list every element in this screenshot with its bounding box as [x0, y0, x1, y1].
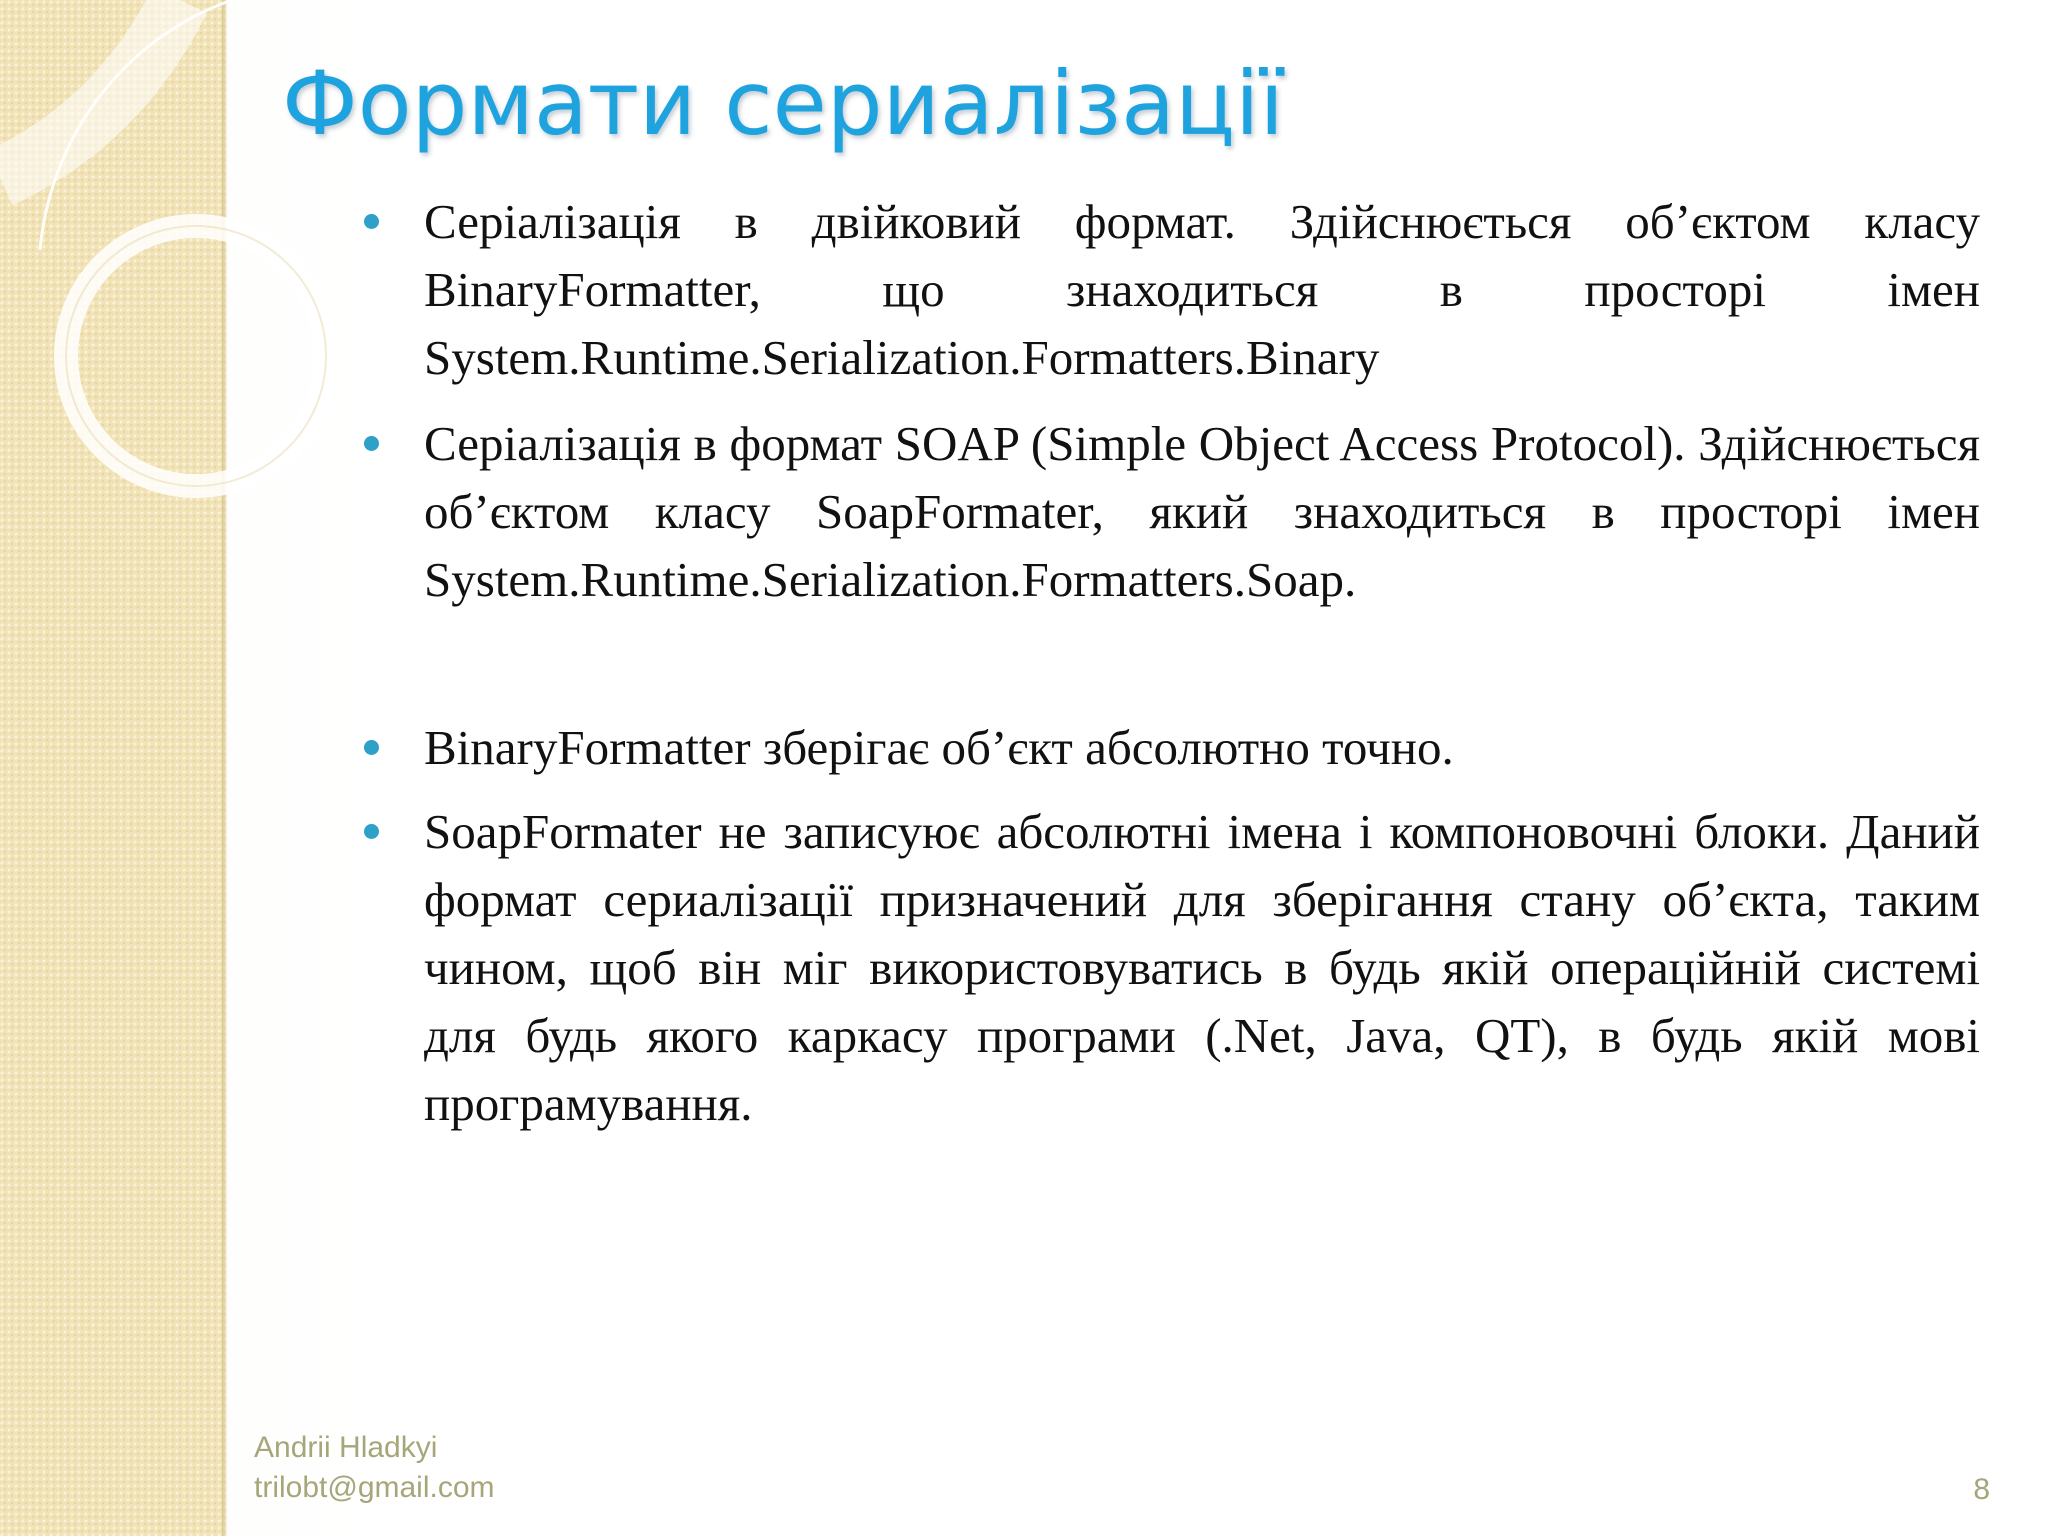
bullet-text: BinaryFormatter зберігає об’єкт абсолютно точно. [424, 720, 1454, 775]
slide-title: Формати сериалізації [282, 52, 1284, 155]
decorative-side-panel [0, 0, 226, 1536]
bullet-dot-icon [364, 214, 379, 229]
bullet-dot-icon [364, 824, 379, 839]
bullet-list [358, 188, 1980, 1138]
page-number: 8 [1973, 1473, 1990, 1506]
bullet-dot-icon [364, 436, 379, 451]
side-panel-edge [222, 0, 228, 1536]
bullet-item [358, 798, 1980, 1138]
bullet-text: SoapFormater не записуює абсолютні імена і компоновочні блоки. Даний формат сериалізації призначений для зберігання стану об’єкта, таким чином, щоб він міг використовуватись в будь якій операційній системі для будь якого каркасу програми (.Net, Java, QT), в будь якій мові програмування. [424, 804, 1980, 1131]
footer-email: trilobt@gmail.com [254, 1471, 495, 1504]
footer-author: Andrii Hladkyi [254, 1431, 438, 1464]
bullet-text: Серіалізація в формат SOAP (Simple Object Access Protocol). Здійснюється об’єктом класу SoapFormater, який знаходиться в просторі імен System.Runtime.Serialization.Formatters.Soap. [424, 416, 1980, 607]
bullet-item [358, 410, 1980, 614]
bullet-item [358, 714, 1980, 782]
bullet-text: Серіалізація в двійковий формат. Здійснюється об’єктом класу BinaryFormatter, що знаходиться в просторі імен System.Runtime.Serialization.Formatters.Binary [424, 194, 1980, 385]
bullet-item [358, 188, 1980, 392]
bullet-dot-icon [364, 740, 379, 755]
